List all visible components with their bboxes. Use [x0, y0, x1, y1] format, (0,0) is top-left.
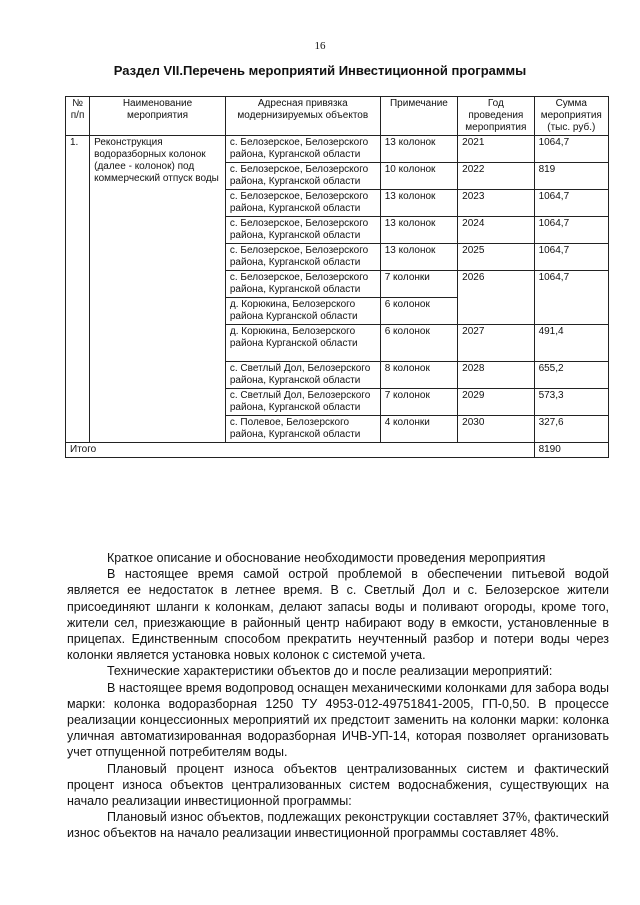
header-year: Год проведения мероприятия: [458, 97, 534, 136]
table-row: [66, 136, 609, 163]
row-year: 2024: [458, 217, 534, 244]
row-sum: 1064,7: [534, 217, 608, 244]
row-sum: 491,4: [534, 325, 608, 362]
row-note: 7 колонок: [380, 389, 457, 416]
row-address: д. Корюкина, Белозерского района Курганской области: [225, 298, 380, 325]
paragraph-heading: Технические характеристики объектов до и после реализации мероприятий:: [107, 664, 553, 679]
row-address: с. Светлый Дол, Белозерского района, Курганской области: [225, 362, 380, 389]
row-sum: 1064,7: [534, 244, 608, 271]
row-address: с. Белозерское, Белозерского района, Курганской области: [225, 271, 380, 298]
row-address: с. Белозерское, Белозерского района, Курганской области: [225, 190, 380, 217]
row-sum: 1064,7: [534, 190, 608, 217]
description-text: [67, 550, 609, 842]
row-sum: 655,2: [534, 362, 608, 389]
item-name: Реконструкция водоразборных колонок (далее - колонок) под коммерческий отпуск воды: [90, 136, 226, 443]
row-sum: 1064,7: [534, 271, 608, 325]
total-row: [66, 443, 609, 458]
row-address: с. Светлый Дол, Белозерского района, Курганской области: [225, 389, 380, 416]
page-number: 16: [314, 40, 326, 52]
row-address: с. Белозерское, Белозерского района, Курганской области: [225, 163, 380, 190]
table-header-row: [66, 97, 609, 136]
row-address: с. Белозерское, Белозерского района, Курганской области: [225, 217, 380, 244]
row-note: 4 колонки: [380, 416, 457, 443]
item-number: 1.: [66, 136, 90, 443]
paragraph: В настоящее время водопровод оснащен механическими колонками для забора воды марки: колонка водоразборная 1250 ТУ 4953-012-49751841-2005, ГП-0,50. В процессе реализации концессионных мероприятий их предстоит заменить на колонки марки: колонка уличная автоматизированная водоразборная ИЧВ-УП-14, которая позволяет организовать учет отпущенной потребителям воды.: [67, 680, 609, 760]
row-note: 13 колонок: [380, 190, 457, 217]
row-year: 2023: [458, 190, 534, 217]
row-note: 6 колонок: [380, 325, 457, 362]
row-year: 2022: [458, 163, 534, 190]
header-address: Адресная привязка модернизируемых объектов: [225, 97, 380, 136]
row-address: с. Белозерское, Белозерского района, Курганской области: [225, 136, 380, 163]
total-sum: 8190: [534, 443, 608, 458]
row-year: 2025: [458, 244, 534, 271]
investment-table: [65, 96, 609, 458]
row-note: 10 колонок: [380, 163, 457, 190]
row-note: 13 колонок: [380, 136, 457, 163]
row-address: д. Корюкина, Белозерского района Курганской области: [225, 325, 380, 362]
row-note: 6 колонок: [380, 298, 457, 325]
paragraph: В настоящее время самой острой проблемой в обеспечении питьевой водой является ее недостаток в летнее время. В с. Светлый Дол и с. Белозерское жители присоединяют шланги к колонкам, делают запасы воды и поливают огороды, кроме того, жители сел, приезжающие в районный центр набирают воду в емкости, установленные в прицепах. Единственным способом прекратить неучтенный разбор и потери воды через колонки является установка новых колонок с системой учета.: [67, 567, 609, 663]
total-label: Итого: [66, 443, 535, 458]
row-note: 7 колонки: [380, 271, 457, 298]
header-name: Наименование мероприятия: [90, 97, 226, 136]
row-sum: 327,6: [534, 416, 608, 443]
row-sum: 573,3: [534, 389, 608, 416]
row-address: с. Белозерское, Белозерского района, Курганской области: [225, 244, 380, 271]
row-note: 8 колонок: [380, 362, 457, 389]
paragraph-heading: Краткое описание и обоснование необходимости проведения мероприятия: [107, 551, 546, 565]
row-sum: 819: [534, 163, 608, 190]
row-year: 2029: [458, 389, 534, 416]
header-number: № п/п: [66, 97, 90, 136]
paragraph: Плановый износ объектов, подлежащих реконструкции составляет 37%, фактический износ объектов на начало реализации инвестиционной программы составляет 48%.: [67, 810, 609, 841]
row-year: 2021: [458, 136, 534, 163]
row-note: 13 колонок: [380, 244, 457, 271]
row-address: с. Полевое, Белозерского района, Курганской области: [225, 416, 380, 443]
row-year: 2030: [458, 416, 534, 443]
header-sum: Сумма мероприятия (тыс. руб.): [534, 97, 608, 136]
row-year: 2026: [458, 271, 534, 325]
section-title: Раздел VII.Перечень мероприятий Инвестиционной программы: [113, 63, 527, 78]
row-year: 2027: [458, 325, 534, 362]
row-sum: 1064,7: [534, 136, 608, 163]
header-note: Примечание: [380, 97, 457, 136]
paragraph: Плановый процент износа объектов централизованных систем и фактический процент износа объектов централизованных систем водоснабжения, существующих на начало реализации инвестиционной программы:: [67, 761, 609, 809]
row-year: 2028: [458, 362, 534, 389]
row-note: 13 колонок: [380, 217, 457, 244]
